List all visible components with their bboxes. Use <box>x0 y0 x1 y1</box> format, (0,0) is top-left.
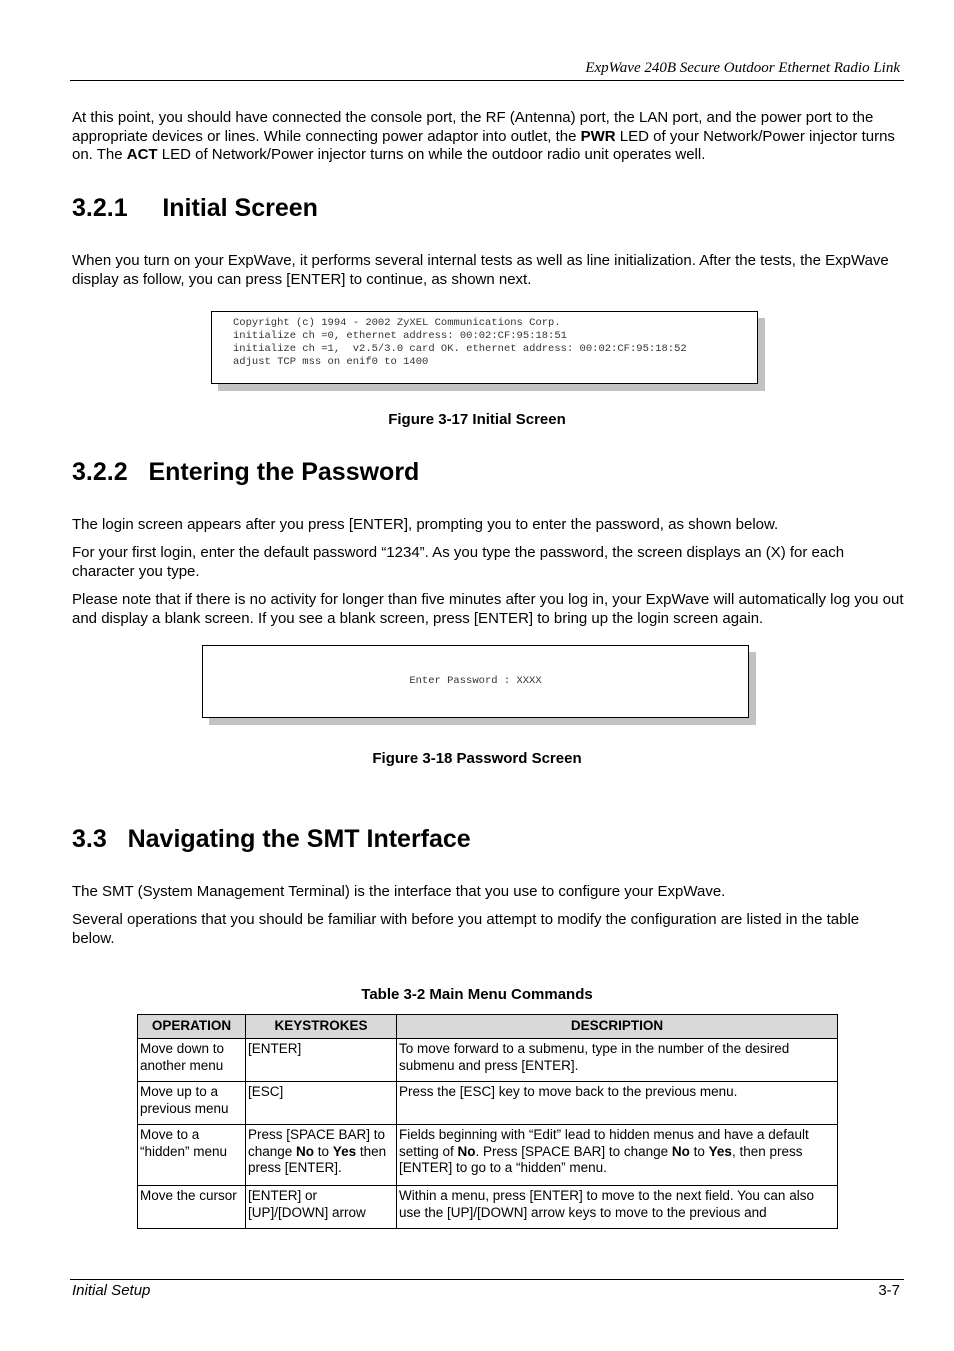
heading-navigating-smt: 3.3 Navigating the SMT Interface <box>72 825 471 853</box>
initial-screen-terminal <box>211 311 758 384</box>
keystrokes-cell: [ESC] <box>246 1082 397 1125</box>
password-paragraph-1: The login screen appears after you press [ENTER], prompting you to enter the password, as shown below. <box>72 516 779 533</box>
terminal-line: Copyright (c) 1994 - 2002 ZyXEL Communications Corp. <box>233 317 561 329</box>
keystrokes-cell: [ENTER] <box>246 1039 397 1082</box>
header-rule <box>70 80 904 81</box>
password-prompt: Enter Password : XXXX <box>409 675 542 687</box>
description-cell: Fields beginning with “Edit” lead to hidden menus and have a default setting of No. Press [SPACE BAR] to change No to Yes, then press [ENTER] to go to a “hidden” menu. <box>397 1125 838 1186</box>
table-row <box>138 1082 838 1125</box>
password-paragraph-2: For your first login, enter the default password “1234”. As you type the password, the screen displays an (X) for each character you type. <box>72 544 845 580</box>
table-caption-3-2: Table 3-2 Main Menu Commands <box>361 986 593 1003</box>
heading-entering-password: 3.2.2 Entering the Password <box>72 458 420 486</box>
operation-cell: Move up to a previous menu <box>138 1082 246 1125</box>
keystrokes-cell: [ENTER] or [UP]/[DOWN] arrow <box>246 1186 397 1229</box>
column-header-description: DESCRIPTION <box>397 1015 838 1039</box>
running-header: ExpWave 240B Secure Outdoor Ethernet Radio Link <box>585 60 900 76</box>
terminal-line: initialize ch =0, ethernet address: 00:02:CF:95:18:51 <box>233 330 567 342</box>
table-row <box>138 1125 838 1186</box>
keystrokes-cell: Press [SPACE BAR] to change No to Yes then press [ENTER]. <box>246 1125 397 1186</box>
figure-caption-3-18: Figure 3-18 Password Screen <box>372 750 582 767</box>
figure-caption-3-17: Figure 3-17 Initial Screen <box>388 411 566 428</box>
main-menu-commands-table <box>137 1014 838 1229</box>
operation-cell: Move to a “hidden” menu <box>138 1125 246 1186</box>
intro-paragraph: At this point, you should have connected the console port, the RF (Antenna) port, the LAN port, and the power port to the appropriate devices or lines. While connecting power adaptor into outlet, the PWR LED of your Network/Power injector turns on. The ACT LED of Network/Power injector turns on while the outdoor radio unit operates well. <box>72 109 895 163</box>
terminal-line: initialize ch =1, v2.5/3.0 card OK. ethernet address: 00:02:CF:95:18:52 <box>233 343 687 355</box>
password-terminal <box>202 645 749 718</box>
page-number: 3-7 <box>878 1282 900 1299</box>
description-cell: Press the [ESC] key to move back to the previous menu. <box>397 1082 838 1125</box>
table-row <box>138 1039 838 1082</box>
description-cell: Within a menu, press [ENTER] to move to the next field. You can also use the [UP]/[DOWN] arrow keys to move to the previous and <box>397 1186 838 1229</box>
operation-cell: Move the cursor <box>138 1186 246 1229</box>
terminal-line: adjust TCP mss on enif0 to 1400 <box>233 356 429 368</box>
smt-paragraph-2: Several operations that you should be familiar with before you attempt to modify the configuration are listed in the table below. <box>72 911 860 947</box>
operation-cell: Move down to another menu <box>138 1039 246 1082</box>
column-header-operation: OPERATION <box>138 1015 246 1039</box>
smt-paragraph-1: The SMT (System Management Terminal) is the interface that you use to configure your ExpWave. <box>72 883 726 900</box>
description-cell: To move forward to a submenu, type in the number of the desired submenu and press [ENTER]. <box>397 1039 838 1082</box>
table-row <box>138 1186 838 1229</box>
heading-initial-screen: 3.2.1 Initial Screen <box>72 194 318 222</box>
column-header-keystrokes: KEYSTROKES <box>246 1015 397 1039</box>
footer-chapter: Initial Setup <box>72 1282 151 1299</box>
footer-rule <box>70 1279 904 1280</box>
table-header-row <box>138 1015 838 1039</box>
password-paragraph-3: Please note that if there is no activity for longer than five minutes after you log in, your ExpWave will automatically log you out and display a blank screen. If you see a blank screen, press [ENTER] to bring up the login screen again. <box>72 591 904 627</box>
initial-screen-paragraph: When you turn on your ExpWave, it performs several internal tests as well as line initialization. After the tests, the ExpWave display as follow, you can press [ENTER] to continue, as shown next. <box>72 252 889 288</box>
